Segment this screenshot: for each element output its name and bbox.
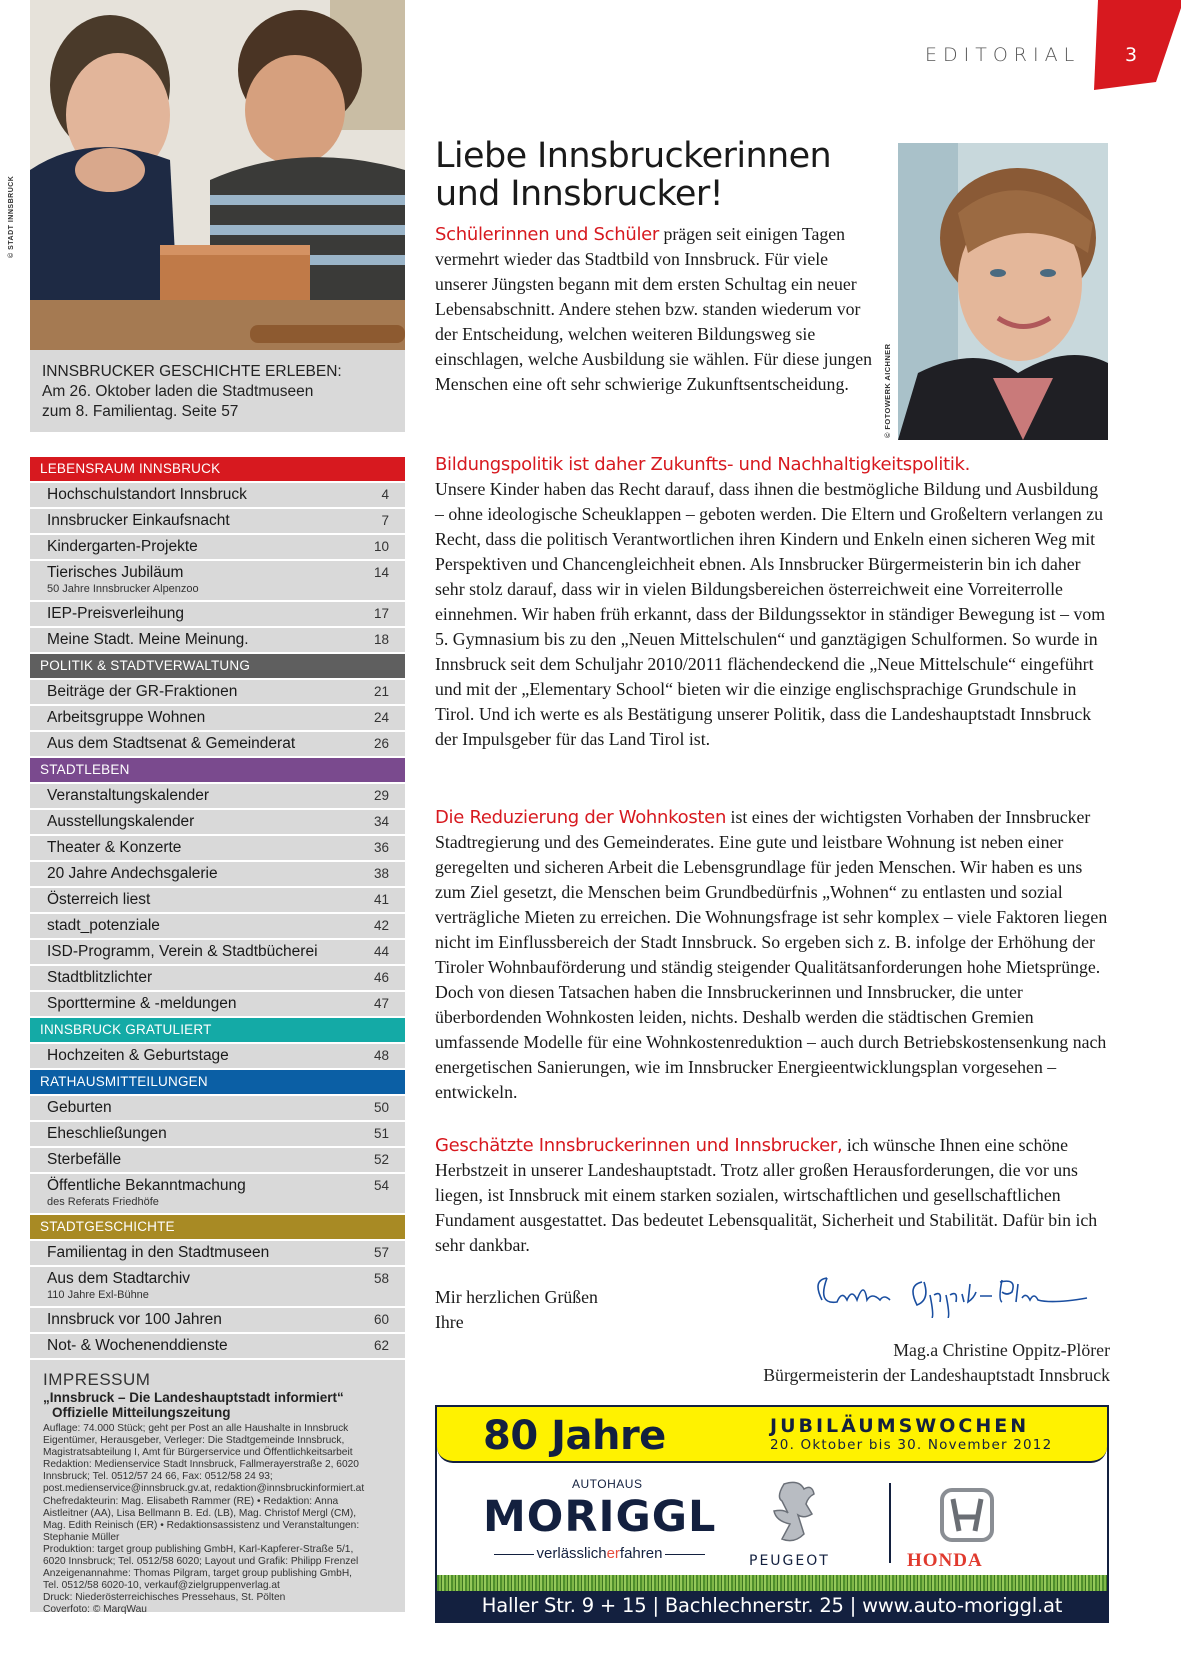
- paragraph-4-lead: Geschätzte Innsbruckerinnen und Innsbrucker,: [435, 1135, 843, 1156]
- toc-item-page: 52: [373, 1152, 389, 1167]
- toc-item[interactable]: [30, 1241, 405, 1265]
- toc-item[interactable]: [30, 561, 405, 600]
- ad-banner-top: [437, 1407, 1107, 1463]
- mayor-portrait: [898, 143, 1108, 440]
- paragraph-2-lead: Bildungspolitik ist daher Zukunfts- und Nachhaltigkeitspolitik.: [435, 454, 971, 475]
- slogan-part: verlässlich: [536, 1545, 607, 1562]
- toc-item[interactable]: [30, 1267, 405, 1306]
- toc-item-page: 4: [381, 487, 389, 502]
- paragraph-1: [435, 222, 880, 397]
- toc-item[interactable]: [30, 966, 405, 990]
- toc-item-page: 48: [373, 1048, 389, 1063]
- toc-item[interactable]: [30, 602, 405, 626]
- toc-item-label: Theater & Konzerte: [47, 839, 182, 856]
- signer-role: Bürgermeisterin der Landeshauptstadt Innsbruck: [763, 1365, 1110, 1385]
- slogan-part: er: [606, 1545, 620, 1562]
- toc-item-label: Not- & Wochenenddienste: [47, 1337, 228, 1354]
- toc-item-page: 21: [373, 684, 389, 699]
- toc-item-label: Öffentliche Bekanntmachung: [47, 1177, 246, 1194]
- toc-item-label: Österreich liest: [47, 891, 151, 908]
- toc-item-page: 10: [373, 539, 389, 554]
- toc-item-page: 17: [373, 606, 389, 621]
- toc-section-header: POLITIK & STADTVERWALTUNG: [30, 654, 405, 678]
- impressum-line: Druck: Niederösterreichisches Pressehaus, St. Pölten: [43, 1592, 286, 1604]
- toc-item-page: 54: [373, 1178, 389, 1193]
- photo-caption: [30, 350, 405, 432]
- impressum-line: Innsbruck; Tel. 0512/57 24 66, Fax: 0512/58 24 93;: [43, 1471, 273, 1483]
- hero-photo: [30, 0, 405, 350]
- toc-item-page: 46: [373, 970, 389, 985]
- impressum-line: Stephanie Müller: [43, 1531, 120, 1543]
- impressum-lines: [43, 1423, 392, 1617]
- toc-item-page: 58: [373, 1271, 389, 1286]
- toc-item-page: 47: [373, 996, 389, 1011]
- toc-item-page: 29: [373, 788, 389, 803]
- toc-item[interactable]: [30, 628, 405, 652]
- portrait-credit: © FOTOWERK AICHNER: [883, 343, 892, 438]
- closing-line-1: Mir herzlichen Grüßen: [435, 1287, 598, 1307]
- title-line-2: und Innsbrucker!: [435, 174, 724, 214]
- impressum: [30, 1360, 405, 1616]
- toc-item[interactable]: [30, 1122, 405, 1146]
- toc-item-page: 60: [373, 1312, 389, 1327]
- toc-item-label: IEP-Preisverleihung: [47, 605, 184, 622]
- toc-item[interactable]: [30, 509, 405, 533]
- toc-item-label: 20 Jahre Andechsgalerie: [47, 865, 218, 882]
- toc-item-label: Meine Stadt. Meine Meinung.: [47, 631, 249, 648]
- toc-item-label: ISD-Programm, Verein & Stadtbücherei: [47, 943, 318, 960]
- toc-item[interactable]: [30, 784, 405, 808]
- signer-name: Mag.a Christine Oppitz-Plörer: [893, 1340, 1110, 1360]
- section-label: EDITORIAL: [925, 44, 1081, 66]
- impressum-line: Eigentümer, Herausgeber, Verleger: Die Stadtgemeinde Innsbruck,: [43, 1435, 345, 1447]
- toc-item-subtitle: des Referats Friedhöfe: [47, 1196, 159, 1208]
- ad-headline: 80 Jahre: [483, 1413, 666, 1459]
- toc-item-page: 7: [381, 513, 389, 528]
- toc-item-page: 14: [373, 565, 389, 580]
- toc-item-label: Hochzeiten & Geburtstage: [47, 1047, 229, 1064]
- toc-item-label: Sterbefälle: [47, 1151, 122, 1168]
- caption-line: zum 8. Familientag. Seite 57: [42, 403, 239, 420]
- toc-item-page: 62: [373, 1338, 389, 1353]
- portrait-photo-icon: [898, 143, 1108, 440]
- toc-item-page: 57: [373, 1245, 389, 1260]
- toc-section-header: STADTGESCHICHTE: [30, 1215, 405, 1239]
- toc-item-page: 34: [373, 814, 389, 829]
- ad-divider: [889, 1483, 891, 1563]
- paragraph-4-text: ich wünsche Ihnen eine schöne Herbstzeit in unserer Landeshauptstadt. Trotz aller großen Herausforderungen, die vor uns liegen, ist Innsbruck mit einem starken sozialen, wirtschaftlichen und gesellschaftlichen Fundament ausgestattet. Das bedeutet Lebensqualität, Sicherheit und Stabilität. Dafür bin ich sehr dankbar.: [435, 1135, 1098, 1255]
- toc-item-label: Aus dem Stadtarchiv: [47, 1270, 191, 1287]
- toc-item-page: 51: [373, 1126, 389, 1141]
- toc-item-label: Aus dem Stadtsenat & Gemeinderat: [47, 735, 296, 752]
- closing-line-2: Ihre: [435, 1312, 464, 1332]
- page-number: 3: [1125, 44, 1138, 66]
- advertisement-moriggl[interactable]: [435, 1405, 1109, 1623]
- toc-item[interactable]: [30, 1096, 405, 1120]
- paragraph-2-text: Unsere Kinder haben das Recht darauf, dass ihnen die bestmögliche Bildung und Ausbildung – ohne ideologische Scheuklappen – geboten werden. Die Eltern und Großeltern verlangen zu Recht, dass die politisch Verantwortlichen ihren Kindern und Enkeln einen sicheren Weg mit Perspektiven und Chancengleichheit ebnen. Als Innsbrucker Bürgermeisterin bin ich daher sehr stolz darauf, dass wir in vielen Bildungsbereichen österreichweit eine Vorreiterrolle einnehmen. Wir haben früh erkannt, dass der Bildungssektor in ständiger Bewegung ist – vom 5. Gymnasium bis zu den „Neuen Mittelschulen“ und ganztägigen Schulformen. So wurde in Innsbruck seit dem Schuljahr 2010/2011 flächendeckend die „Neue Mittelschule“ eingeführt und mit der „Elementary School“ bieten wir die einzige englischsprachige Grundschule in Tirol. Und ich werte es als Bestätigung unserer Politik, dass die Landeshauptstadt Innsbruck der Impulsgeber für das Land Tirol ist.: [435, 479, 1106, 749]
- toc-item[interactable]: [30, 888, 405, 912]
- toc-item-label: stadt_potenziale: [47, 917, 160, 934]
- impressum-title: IMPRESSUM: [43, 1370, 151, 1389]
- toc-item[interactable]: [30, 680, 405, 704]
- toc-item[interactable]: [30, 1308, 405, 1332]
- impressum-line: Redaktion: Medienservice Stadt Innsbruck, Fallmerayerstraße 2, 6020: [43, 1459, 359, 1471]
- toc-item-page: 24: [373, 710, 389, 725]
- ad-subheadline: JUBILÄUMSWOCHEN: [770, 1415, 1030, 1437]
- table-of-contents: [30, 457, 405, 1360]
- ad-grass-strip: [437, 1575, 1107, 1591]
- toc-item[interactable]: [30, 914, 405, 938]
- paragraph-1-text: prägen seit einigen Tagen vermehrt wieder das Stadtbild von Innsbruck. Für viele unserer Jüngsten begann mit dem ersten Schultag ein neuer Lebensabschnitt. Andere stehen bzw. standen wiederum vor der Entscheidung, welchen weiteren Bildungsweg sie einschlagen, welche Ausbildung sie wählen. Für diese jungen Menschen eine oft sehr schwierige Zukunftsentscheidung.: [435, 224, 873, 394]
- signature: [812, 1270, 1112, 1318]
- impressum-line: Mag. Edith Reinisch (ER) • Redaktionsassistenz und Veranstaltungen:: [43, 1519, 360, 1531]
- impressum-line: 6020 Innsbruck; Tel. 0512/58 6020; Layout und Grafik: Philipp Frenzel: [43, 1556, 359, 1568]
- toc-item[interactable]: [30, 732, 405, 756]
- toc-item-label: Ausstellungskalender: [47, 813, 195, 830]
- toc-section-header: STADTLEBEN: [30, 758, 405, 782]
- impressum-line: Aistleitner (AA), Lisa Bellmann B. Ed. (LB), Mag. Christof Mergl (CM),: [43, 1507, 357, 1519]
- impressum-line: Magistratsabteilung I, Amt für Bürgerservice und Öffentlichkeitsarbeit: [43, 1447, 353, 1459]
- toc-item-label: Eheschließungen: [47, 1125, 167, 1142]
- toc-item-label: Innsbruck vor 100 Jahren: [47, 1311, 222, 1328]
- toc-item[interactable]: [30, 862, 405, 886]
- honda-h-icon: [939, 1487, 995, 1543]
- ad-brand: MORIGGL: [483, 1492, 717, 1542]
- peugeot-lion-icon: [764, 1479, 824, 1549]
- toc-item-label: Tierisches Jubiläum: [47, 564, 184, 581]
- toc-item-label: Stadtblitzlichter: [47, 969, 153, 986]
- toc-item[interactable]: [30, 483, 405, 507]
- toc-section-header: LEBENSRAUM INNSBRUCK: [30, 457, 405, 481]
- toc-item-page: 18: [373, 632, 389, 647]
- impressum-subtitle2: Offizielle Mitteilungszeitung: [52, 1405, 231, 1420]
- toc-item-label: Veranstaltungskalender: [47, 787, 210, 804]
- ad-slogan: [477, 1545, 722, 1562]
- photo-credit: © STADT INNSBRUCK: [8, 175, 15, 258]
- children-woodcarving-photo-icon: [30, 0, 405, 350]
- toc-item-page: 26: [373, 736, 389, 751]
- honda-label: HONDA: [907, 1550, 983, 1571]
- toc-item-label: Innsbrucker Einkaufsnacht: [47, 512, 230, 529]
- impressum-line: Produktion: target group publishing GmbH, Karl-Kapferer-Straße 5/1,: [43, 1543, 354, 1555]
- toc-item[interactable]: [30, 1044, 405, 1068]
- paragraph-3-text: ist eines der wichtigsten Vorhaben der Innsbrucker Stadtregierung und des Gemeinderates. Eine gute und leistbare Wohnung ist neben einer geregelten und sicheren Arbeit die Lebensgrundlage für jeden Menschen. Wir haben es uns zum Ziel gesetzt, die Menschen beim Grundbedürfnis „Wohnen“ zu entlasten und sozial verträgliche Mieten zu erreichen. Die Wohnungsfrage ist sehr komplex – viele Faktoren liegen nicht im Einflussbereich der Stadt Innsbruck. So ergeben sich z. B. infolge der Erhöhung der Tiroler Wohnbauförderung und ständig steigender Qualitätsanforderungen hohe Mietsprünge. Doch von diesen Tatsachen haben die Innsbruckerinnen und Innsbrucker, die unter überbordenden Wohnkosten leiden, nichts. Deshalb werden die städtischen Gremien umfassende Modelle für eine Wohnkostenreduktion – auch durch Betriebskostensenkung nach energetischen Sanierungen, wie im Innsbrucker Energieentwicklungsplan vorgesehen – entwickeln.: [435, 807, 1108, 1102]
- impressum-subtitle: „Innsbruck – Die Landeshauptstadt informiert“: [43, 1390, 344, 1405]
- toc-item[interactable]: [30, 535, 405, 559]
- ad-autohaus: AUTOHAUS: [572, 1477, 643, 1491]
- paragraph-4: [435, 1133, 1110, 1258]
- ad-dates: 20. Oktober bis 30. November 2012: [770, 1437, 1053, 1453]
- paragraph-3: [435, 805, 1110, 1105]
- impressum-line: Coverfoto: © MarqWau: [43, 1604, 147, 1616]
- toc-item-page: 38: [373, 866, 389, 881]
- toc-section-header: RATHAUSMITTEILUNGEN: [30, 1070, 405, 1094]
- toc-item-subtitle: 50 Jahre Innsbrucker Alpenzoo: [47, 583, 199, 595]
- toc-item-page: 50: [373, 1100, 389, 1115]
- impressum-line: Tel. 0512/58 6020-10, verkauf@zielgruppenverlag.at: [43, 1580, 280, 1592]
- impressum-line: post.medienservice@innsbruck.gv.at, redaktion@innsbruckinformiert.at: [43, 1483, 365, 1495]
- toc-item-label: Familientag in den Stadtmuseen: [47, 1244, 270, 1261]
- toc-item-page: 42: [373, 918, 389, 933]
- impressum-line: Auflage: 74.000 Stück; geht per Post an alle Haushalte in Innsbruck: [43, 1423, 349, 1434]
- toc-item[interactable]: [30, 810, 405, 834]
- toc-item-label: Arbeitsgruppe Wohnen: [47, 709, 206, 726]
- toc-item[interactable]: [30, 992, 405, 1016]
- toc-item-page: 41: [373, 892, 389, 907]
- caption-line: INNSBRUCKER GESCHICHTE ERLEBEN:: [42, 363, 342, 380]
- toc-item-subtitle: 110 Jahre Exl-Bühne: [47, 1289, 149, 1301]
- toc-item-label: Kindergarten-Projekte: [47, 538, 198, 555]
- toc-item[interactable]: [30, 1174, 405, 1213]
- impressum-line: Chefredakteurin: Mag. Elisabeth Rammer (RE) • Redaktion: Anna: [43, 1495, 339, 1507]
- ad-footer-address: Haller Str. 9 + 15 | Bachlechnerstr. 25 | www.auto-moriggl.at: [437, 1591, 1107, 1621]
- handwritten-signature-icon: [812, 1270, 1112, 1318]
- toc-item-label: Beiträge der GR-Fraktionen: [47, 683, 238, 700]
- slogan-part: fahren: [619, 1545, 663, 1562]
- toc-item[interactable]: [30, 836, 405, 860]
- toc-item-page: 36: [373, 840, 389, 855]
- title-line-1: Liebe Innsbruckerinnen: [435, 136, 832, 176]
- peugeot-label: PEUGEOT: [749, 1553, 830, 1569]
- caption-line: Am 26. Oktober laden die Stadtmuseen: [42, 383, 314, 400]
- toc-item-label: Geburten: [47, 1099, 112, 1116]
- paragraph-3-lead: Die Reduzierung der Wohnkosten: [435, 807, 727, 828]
- paragraph-1-lead: Schülerinnen und Schüler: [435, 224, 660, 245]
- toc-item[interactable]: [30, 940, 405, 964]
- toc-item-label: Hochschulstandort Innsbruck: [47, 486, 247, 503]
- toc-item[interactable]: [30, 1148, 405, 1172]
- toc-section-header: INNSBRUCK GRATULIERT: [30, 1018, 405, 1042]
- toc-item-label: Sporttermine & -meldungen: [47, 995, 237, 1012]
- toc-item[interactable]: [30, 706, 405, 730]
- toc-item[interactable]: [30, 1334, 405, 1358]
- closing: [435, 1285, 685, 1335]
- impressum-line: Anzeigenannahme: Thomas Pilgram, target group publishing GmbH,: [43, 1568, 353, 1580]
- page-title: [435, 137, 895, 213]
- toc-item-page: 44: [373, 944, 389, 959]
